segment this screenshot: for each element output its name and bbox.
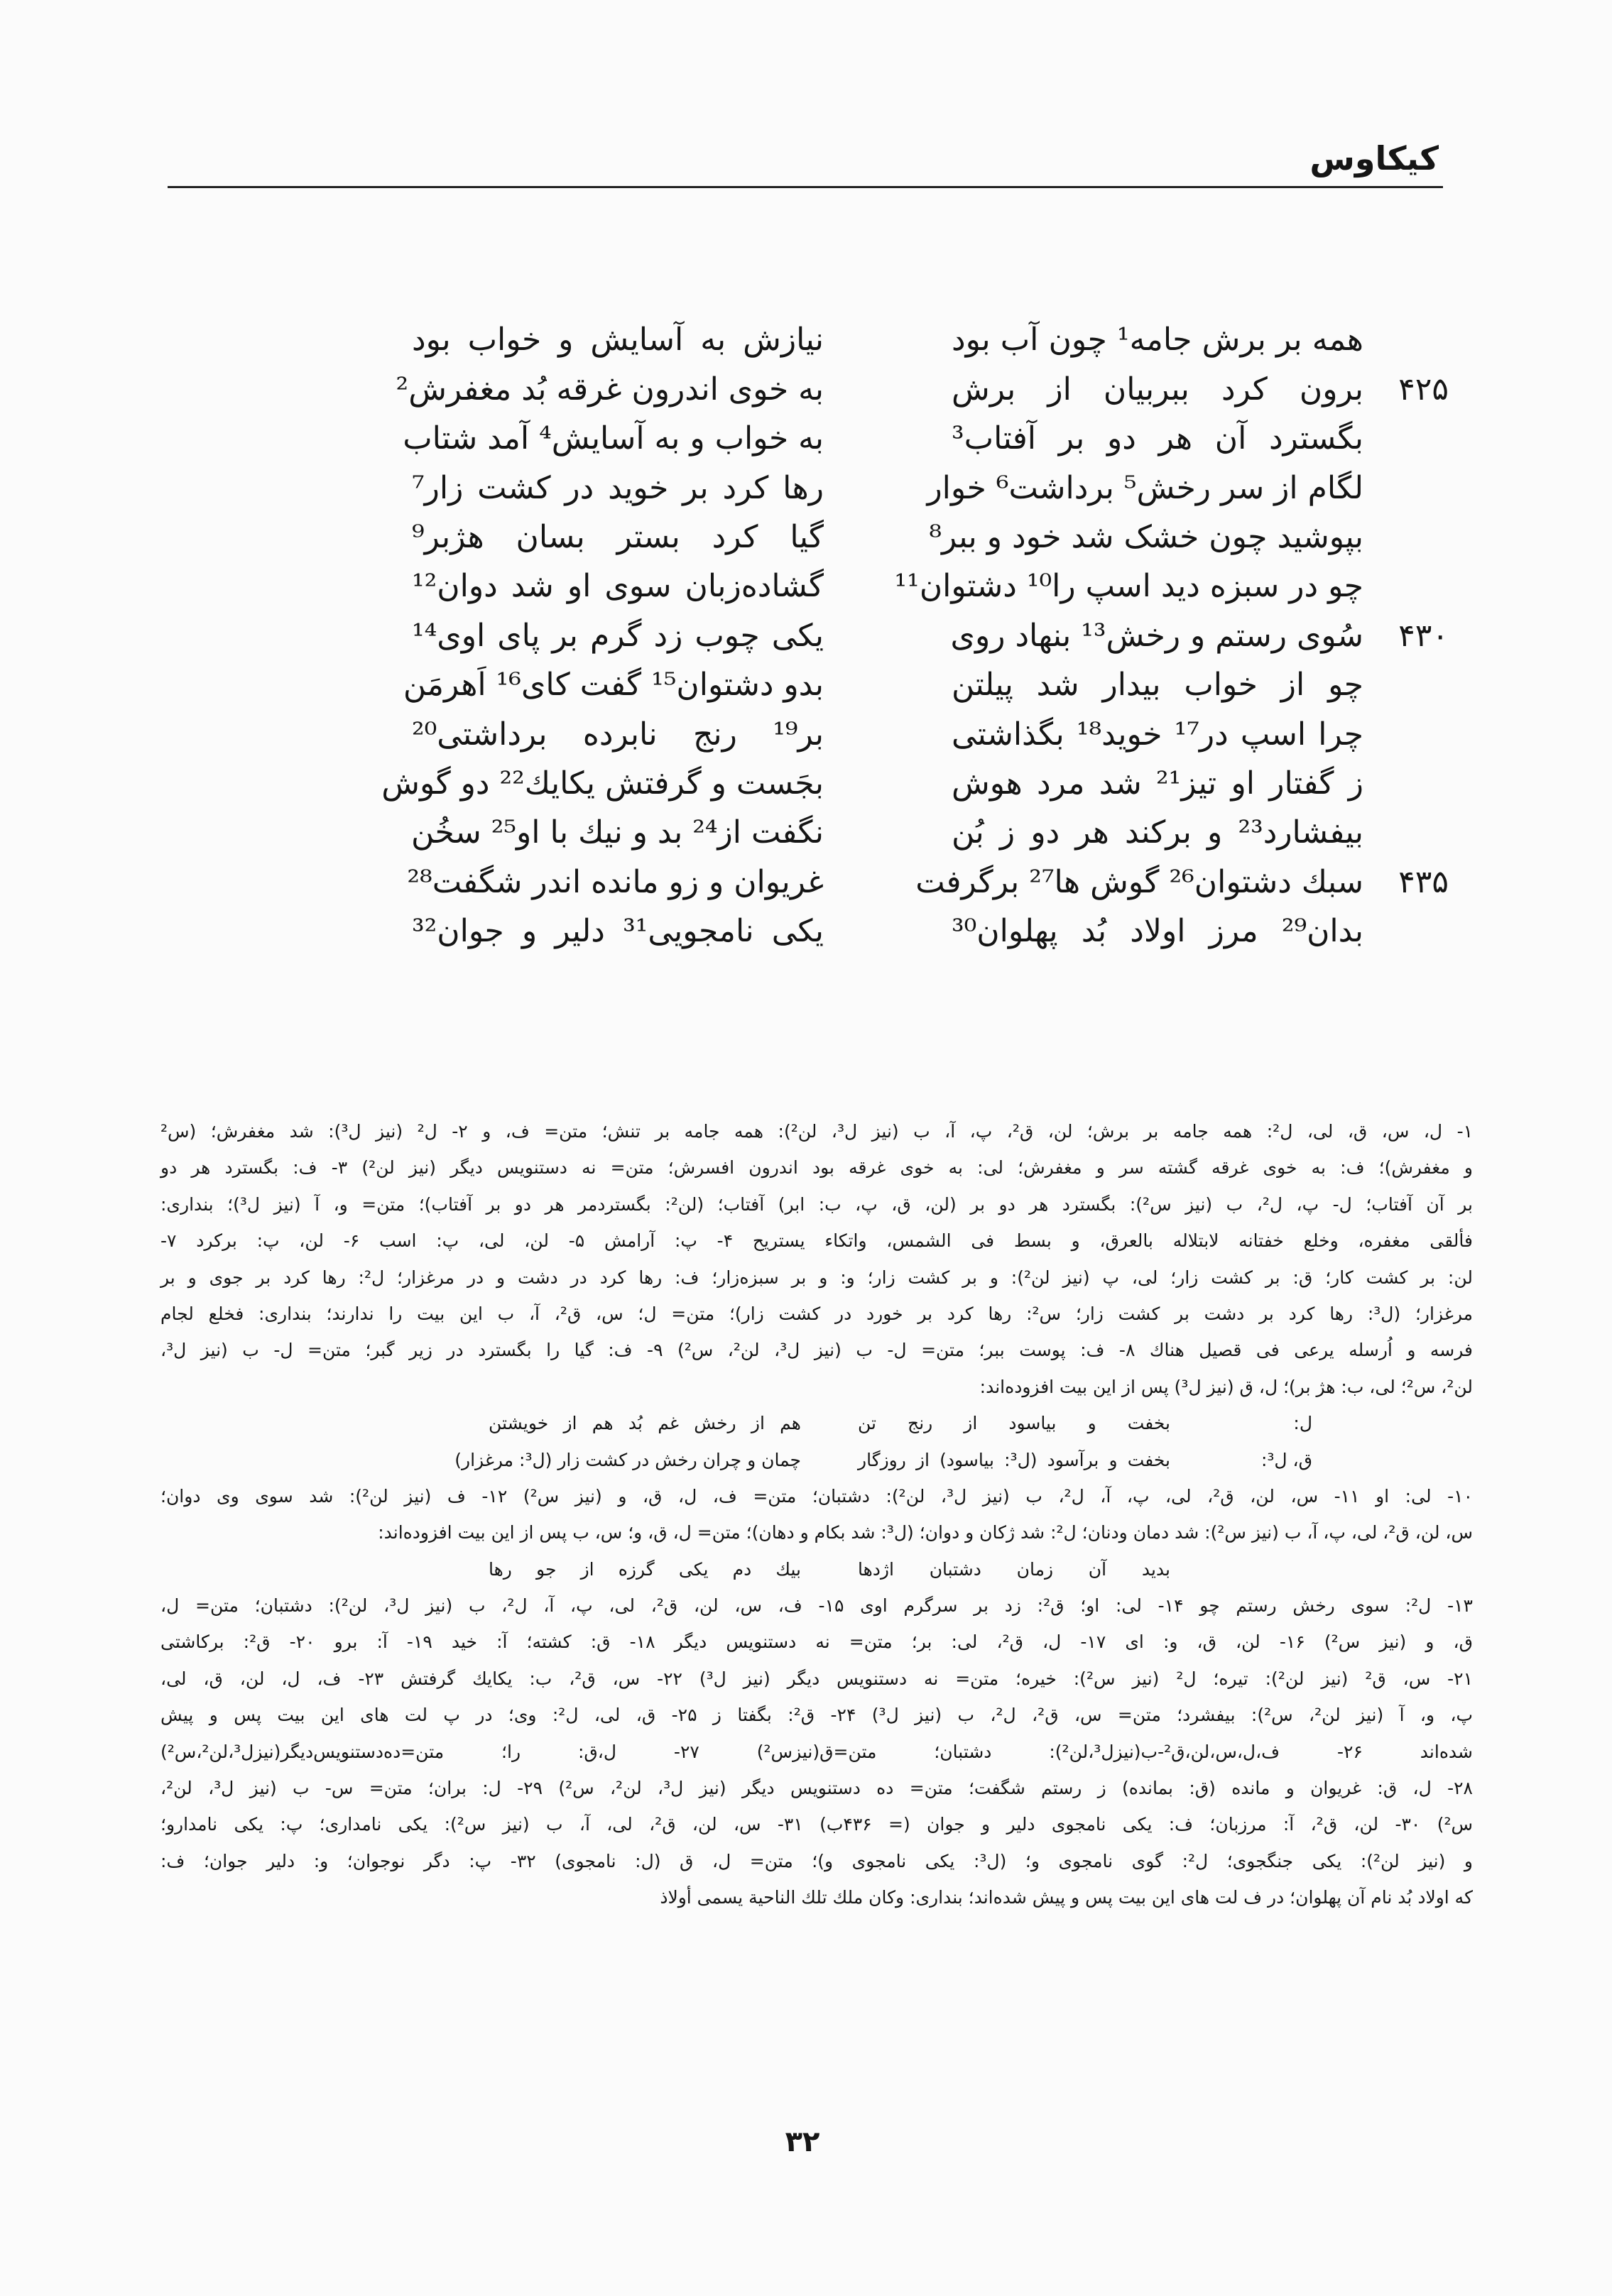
verse-number: ۴۲۵ xyxy=(1398,371,1449,408)
added-hemistich-second: بیك دم یکی گرزه از جو رها xyxy=(489,1558,801,1580)
couplet xyxy=(199,562,1363,611)
hemistich-first: سبك دشتوان²⁶ گوش ها²⁷ برگرفت xyxy=(915,863,1363,900)
couplet xyxy=(199,414,1363,463)
couplet xyxy=(199,709,1363,758)
page-number: ۳۲ xyxy=(785,2126,820,2158)
footnote-line: ۱۳- ل²: سوی رخش رستم چو ۱۴- لی: او؛ ق²: زد بر سرگرم اوی ۱۵- ف، س، لن، ق²، لی، پ، آ، ل²، ب (نیز ل³، لن²): دشتبان؛ متن= ل، xyxy=(160,1595,1473,1617)
added-hemistich-second: چمان و چران رخش در کشت زار (ل³: مرغزار) xyxy=(454,1449,801,1470)
couplet xyxy=(199,808,1363,857)
couplet xyxy=(199,660,1363,709)
hemistich-first: برون کرد ببربیان از برش xyxy=(952,371,1363,408)
footnote-line: فرسه و اُرسله یرعی فی قصیل هناك ۸- ف: پوست ببر؛ متن= ل- ب (نیز ل³، لن²، س²) ۹- ف: گیا را بگسترد در زیر گبر؛ متن= ل- ب (نیز ل³، xyxy=(160,1340,1473,1361)
added-hemistich-first: بدید آن زمان دشتبان اژدها xyxy=(858,1558,1170,1580)
manuscript-siglum: ل: xyxy=(1293,1413,1312,1434)
footnote-line: و مغفرش)؛ ف: به خوی غرقه گشته سر و مغفرش؛ لی: به خوی غرقه بود اندرون افسرش؛ متن= نه دستنویس دیگر (نیز لن²) ۳- ف: بگسترد هر دو xyxy=(160,1157,1473,1179)
hemistich-first: بیفشارد²³ و برکند هر دو ز بُن xyxy=(952,814,1363,851)
couplet xyxy=(199,463,1363,512)
couplet xyxy=(199,611,1449,660)
hemistich-first: سُوی رستم و رخش¹³ بنهاد روی xyxy=(950,617,1363,654)
hemistich-first: ز گفتار او تیز²¹ شد مرد هوش xyxy=(952,765,1363,802)
footnote-added-couplet xyxy=(160,1405,1473,1441)
hemistich-first: همه بر برش جامه¹ چون آب بود xyxy=(952,322,1363,359)
footnote-line: س، لن، ق²، لی، پ، آ، ب (نیز س²): شد دمان ودنان؛ ل²: شد ژکان و دوان؛ (ل³: شد بکام و دهان)؛ متن= ل، ق، و؛ س، ب پس از این بیت افزوده‌اند: xyxy=(378,1522,1473,1543)
footnote-line: س²) ۳۰- لن، ق²، آ: مرزبان؛ ف: یکی نامجوی دلیر و جوان (= ۴۳۶ب) ۳۱- س، لن، ق²، لی، آ، ب (نیز س²): یکی نامداری؛ پ: یکی نامدارو؛ xyxy=(160,1814,1474,1835)
hemistich-second: رها کرد بر خوید در کشت زار⁷ xyxy=(412,469,824,506)
verse-number: ۴۳۵ xyxy=(1398,863,1449,900)
hemistich-second: گشاده‌زبان سوی او شد دوان¹² xyxy=(412,568,824,605)
hemistich-second: غریوان و زو مانده اندر شگفت²⁸ xyxy=(407,863,824,900)
couplet xyxy=(199,513,1363,562)
running-header-title: کیکاوس xyxy=(1309,139,1439,177)
hemistich-first: چو در سبزه دید اسپ را¹⁰ دشتوان¹¹ xyxy=(894,568,1363,605)
footnote-added-couplet xyxy=(160,1442,1473,1478)
footnote-line: ق، و (نیز س²) ۱۶- لن، ق، و: ای ۱۷- ل، ق²، لی: بر؛ متن= نه دستنویس دیگر ۱۸- ق: کشته؛ آ: خید ۱۹- آ: برو ۲۰- ق²: برکاشتی xyxy=(160,1631,1473,1653)
poem-body xyxy=(199,315,1449,956)
footnote-line: ۱- ل، س، ق، لی، ل²: همه جامه بر برش؛ لن، ق²، پ، آ، ب (نیز ل³، لن²): همه جامه بر تنش؛ متن= ف، و ۲- ل² (نیز ل³): شد مغفرش؛ (س² xyxy=(160,1121,1474,1142)
footnote-line: لن²، س²؛ لی، ب: هژ بر)؛ ل، ق (نیز ل³) پس از این بیت افزوده‌اند: xyxy=(979,1376,1473,1397)
couplet xyxy=(199,857,1449,906)
couplet xyxy=(199,907,1363,956)
hemistich-second: بجَست و گرفتش یکایك²² دو گوش xyxy=(381,765,824,802)
hemistich-second: نیازش به آسایش و خواب بود xyxy=(412,322,824,359)
added-hemistich-second: هم از رخش غم بُد هم از خویشتن xyxy=(489,1413,801,1434)
hemistich-first: چو از خواب بیدار شد پیلتن xyxy=(952,667,1363,704)
footnote-line: ۲۸- ل، ق: غریوان و مانده (ق: بمانده) ز رستم شگفت؛ متن= ده دستنویس دیگر (نیز ل³، لن²، س²) ۲۹- ل: بران؛ متن= س- ب (نیز ل³، لن²، xyxy=(160,1778,1473,1799)
hemistich-second: به خوی اندرون غرقه بُد مغفرش² xyxy=(396,371,824,408)
hemistich-second: یکی نامجویی³¹ دلیر و جوان³² xyxy=(412,913,824,950)
footnotes xyxy=(160,1113,1473,1916)
hemistich-first: چرا اسپ در¹⁷ خوید¹⁸ بگذاشتی xyxy=(952,716,1363,753)
header-rule xyxy=(168,186,1443,188)
added-hemistich-first: بخفت و برآسود (ل³: بیاسود) از روزگار xyxy=(858,1449,1170,1470)
footnote-line: شده‌اند ۲۶- ف،ل،س،لن،ق²-ب(نیزل³،لن²): دشتبان؛ متن=ق(نیزس²) ۲۷- ل،ق: را؛ متن=ده‌دستنویس‌دیگر(نیزل³،لن²،س²) xyxy=(160,1741,1473,1762)
couplet xyxy=(199,759,1363,808)
footnote-added-couplet xyxy=(160,1551,1473,1587)
verse-number: ۴۳۰ xyxy=(1398,617,1449,654)
hemistich-first: بگسترد آن هر دو بر آفتاب³ xyxy=(952,420,1363,457)
added-hemistich-first: بخفت و بیاسود از رنج تن xyxy=(858,1413,1170,1434)
footnote-line: لن: بر کشت کار؛ ق: بر کشت زار؛ لی، پ (نیز لن²): و بر کشت زار؛ و: و بر سبزه‌زار؛ ف: رها کرد در دشت و در مرغزار؛ ل²: رها کرد بر جوی و بر xyxy=(160,1267,1473,1288)
hemistich-second: نگفت از²⁴ بد و نیك با او²⁵ سخُن xyxy=(410,814,824,851)
footnote-line: پ، و، آ (نیز لن²، س²): بیفشرد؛ متن= س، ق²، ل²، ب (نیز ل³) ۲۴- ق²: بگفتا ز ۲۵- ق، لی، ل²: وی؛ در پ لت های این بیت پس و پیش xyxy=(160,1705,1474,1726)
footnote-line: که اولاد بُد نام آن پهلوان؛ در ف لت های این بیت پس و پیش شده‌اند؛ بنداری: وکان ملك تلك الناحیة یسمی أولاذ xyxy=(660,1887,1473,1908)
couplet xyxy=(199,315,1363,364)
hemistich-second: یکی چوب زد گرم بر پای اوی¹⁴ xyxy=(412,617,824,654)
couplet xyxy=(199,364,1449,413)
hemistich-first: لگام از سر رخش⁵ برداشت⁶ خوار xyxy=(927,469,1363,506)
hemistich-first: بپوشید چون خشک شد خود و ببر⁸ xyxy=(929,518,1363,555)
hemistich-second: گیا کرد بستر بسان هژبر⁹ xyxy=(412,518,824,555)
footnote-line: ۲۱- س، ق² (نیز لن²): تیره؛ ل² (نیز س²): خیره؛ متن= نه دستنویس دیگر (نیز ل³) ۲۲- س، ق²، ب: یکایك گرفتش ۲۳- ف، ل، لن، ق، لی، xyxy=(160,1668,1473,1689)
footnote-line: و (نیز لن²): یکی جنگجوی؛ ل²: گوی نامجوی و؛ (ل³: یکی نامجوی و)؛ متن= ل، ق (ل: نامجوی) ۳۲- پ: دگر نوجوان؛ و: دلیر جوان؛ ف: xyxy=(160,1850,1473,1871)
hemistich-first: بدان²⁹ مرز اولاد بُد پهلوان³⁰ xyxy=(952,913,1363,950)
hemistich-second: بدو دشتوان¹⁵ گفت کای¹⁶ اَهرمَن xyxy=(403,667,824,704)
hemistich-second: به خواب و به آسایش⁴ آمد شتاب xyxy=(403,420,824,457)
manuscript-siglum: ق، ل³: xyxy=(1260,1449,1312,1470)
footnote-line: بر آن آفتاب؛ ل- پ، ل²، ب (نیز س²): بگسترد هر دو بر (لن، ق، پ، ب: ابر) آفتاب؛ (لن²: بگستردمر هر دو بر آفتاب)؛ متن= و، آ (نیز ل³)؛ بنداری: xyxy=(160,1193,1474,1215)
footnote-line: مرغزار؛ (ل³: رها کرد بر دشت بر کشت زار؛ س²: رها کرد بر خورد در کشت زار)؛ متن= ل؛ س، ق²، آ، ب این بیت را ندارند؛ بنداری: فخلع لجام xyxy=(160,1303,1474,1324)
footnote-line: ۱۰- لی: او ۱۱- س، لن، ق²، لی، پ، آ، ل²، ب (نیز ل³، لن²): دشتبان؛ متن= ف، ل، ق، و (نیز س²) ۱۲- ف (نیز لن²): شد سوی وی دوان؛ xyxy=(160,1485,1474,1507)
hemistich-second: بر¹⁹ رنج نابرده برداشتی²⁰ xyxy=(412,716,824,753)
manuscript-siglum xyxy=(1170,1551,1473,1587)
footnote-line: فألقی مغفره، وخلع خفتانه لابتلاله بالعرق، و بسط فی الشمس، واتکاء یستریح ۴- پ: آرامش ۵- لن، لی، پ: اسب ۶- لن، پ: برکرد ۷- xyxy=(160,1230,1473,1252)
